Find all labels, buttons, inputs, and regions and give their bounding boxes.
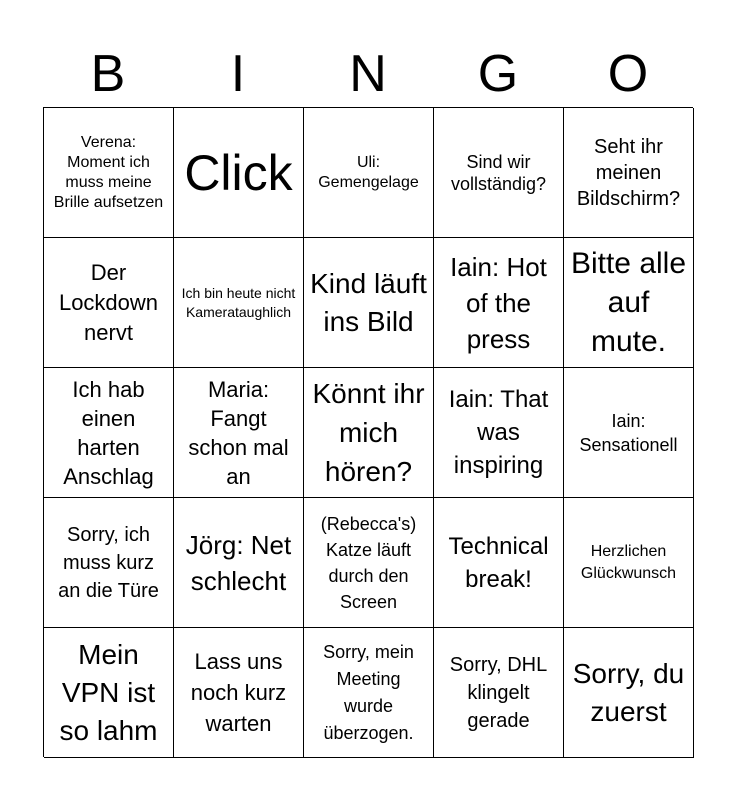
cell-text: Technical break! [448,532,549,593]
bingo-cell-r4c3[interactable] [304,498,434,628]
bingo-cell-r1c5[interactable] [564,108,694,238]
bingo-cell-r1c2[interactable] [174,108,304,238]
header-letter-n: N [349,45,387,103]
bingo-cell-r4c2[interactable] [174,498,304,628]
bingo-cell-r2c4[interactable] [434,238,564,368]
cell-text: (Rebecca's) Katze läuft durch den Screen [320,513,417,612]
cell-text: Der Lockdown nervt [58,259,159,345]
cell-text: Jörg: Net schlecht [185,529,292,596]
bingo-cell-r2c2[interactable] [174,238,304,368]
header-letter-i: I [230,45,246,103]
bingo-cell-r5c5[interactable] [564,628,694,758]
bingo-header [43,40,693,108]
bingo-cell-r3c2[interactable] [174,368,304,498]
bingo-cell-r1c3[interactable] [304,108,434,238]
cell-text: Click [184,144,293,201]
cell-text: Könnt ihr mich hören? [312,378,425,487]
bingo-cell-r2c1[interactable] [44,238,174,368]
cell-text: Sorry, DHL klingelt gerade [449,653,548,732]
bingo-cell-r3c4[interactable] [434,368,564,498]
bingo-cell-r5c4[interactable] [434,628,564,758]
header-letter-o: O [607,45,649,103]
cell-text: Mein VPN ist so lahm [59,638,158,746]
cell-text: Iain: Hot of the press [450,251,547,354]
cell-text: Sorry, ich muss kurz an die Türe [58,523,159,602]
cell-text: Iain: That was inspiring [448,386,549,479]
bingo-grid [43,107,693,757]
cell-text: Sind wir vollständig? [450,151,547,194]
cell-text: Sorry, mein Meeting wurde überzogen. [323,641,414,743]
cell-text: Herzlichen Glückwunsch [580,542,677,582]
bingo-cell-r4c1[interactable] [44,498,174,628]
cell-text: Kind läuft ins Bild [310,267,427,337]
bingo-cell-r5c2[interactable] [174,628,304,758]
cell-text: Uli: Gemengelage [318,153,419,191]
bingo-cell-r3c1[interactable] [44,368,174,498]
bingo-cell-r4c5[interactable] [564,498,694,628]
cell-text: Maria: Fangt schon mal an [188,376,289,489]
bingo-cell-r1c4[interactable] [434,108,564,238]
cell-text: Bitte alle auf mute. [570,247,687,358]
header-letter-g: G [477,45,519,103]
cell-text: Seht ihr meinen Bildschirm? [576,135,681,210]
bingo-cell-r5c1[interactable] [44,628,174,758]
bingo-cell-r2c3[interactable] [304,238,434,368]
bingo-cell-r3c3[interactable] [304,368,434,498]
header-letter-b: B [90,45,126,103]
cell-text: Verena: Moment ich muss meine Brille aufsetzen [53,133,164,211]
bingo-cell-r1c1[interactable] [44,108,174,238]
bingo-cell-r5c3[interactable] [304,628,434,758]
cell-text: Ich bin heute nicht Kamerataughlich [181,284,296,320]
cell-text: Lass uns noch kurz warten [190,649,287,736]
cell-text: Sorry, du zuerst [572,657,685,727]
cell-text: Ich hab einen harten Anschlag [63,376,154,489]
bingo-cell-r4c4[interactable] [434,498,564,628]
bingo-cell-r2c5[interactable] [564,238,694,368]
cell-text: Iain: Sensationell [579,410,678,455]
bingo-cell-r3c5[interactable] [564,368,694,498]
